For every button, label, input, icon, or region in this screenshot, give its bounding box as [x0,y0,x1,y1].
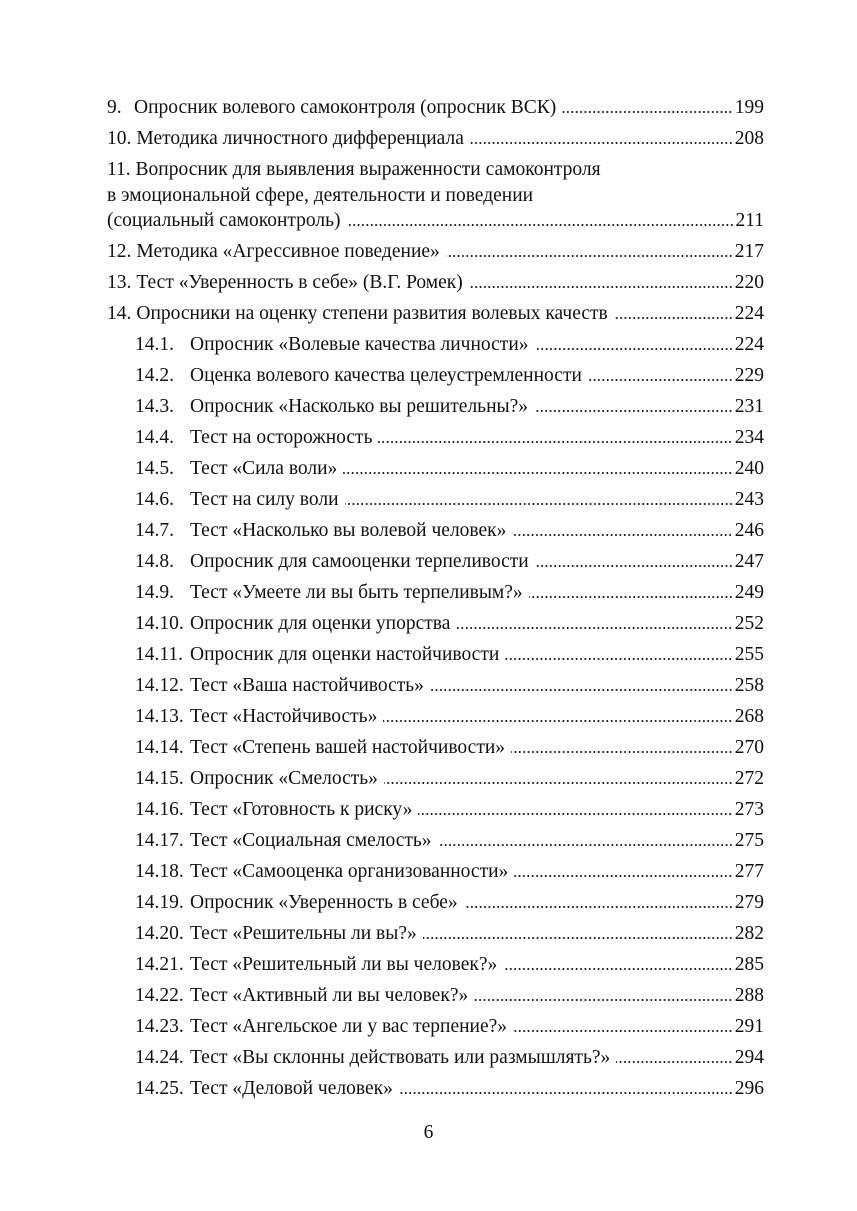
entry-page: 279 [734,891,764,913]
toc-entry[interactable] [107,577,764,608]
entry-page: 247 [734,550,764,572]
entry-number: 14.13. [135,705,184,727]
toc-entry[interactable] [107,1011,764,1042]
entry-title: Тест «Решительный ли вы человек?» [190,953,498,975]
entry-number: 14.21. [135,953,184,975]
entry-title: Тест «Умеете ли вы быть терпеливым?» [190,581,523,603]
dot-leader [503,968,733,970]
entry-number: 14.1. [135,333,174,355]
toc-entry-11[interactable] [107,154,764,236]
dot-leader [430,689,733,691]
entry-title: Тест «Уверенность в себе» (В.Г. Ромек) [136,271,463,293]
entry-title: Опросник «Уверенность в себе» [190,891,458,913]
entry-title: Опросник для самооценки терпеливости [190,550,529,572]
entry-number: 14.23. [135,1015,184,1037]
entry-number: 14.15. [135,767,184,789]
dot-leader [345,503,733,505]
toc-entry[interactable] [107,267,764,298]
toc-entry[interactable] [107,515,764,546]
entry-number: 14.10. [135,612,184,634]
entry-page: 208 [734,128,764,149]
entry-title-line: Вопросник для выявления выраженности самоконтроля [135,159,601,180]
dot-leader [399,1092,733,1094]
entry-number: 14.20. [135,922,184,944]
entry-page: 234 [734,426,764,448]
entry-page: 220 [734,271,764,293]
entry-number: 14.6. [135,488,174,510]
toc-entry[interactable] [107,236,764,267]
entry-number: 10. [107,128,132,149]
toc-entry[interactable] [107,825,764,856]
entry-number: 14.17. [135,829,184,851]
entry-title: Тест «Настойчивость» [190,705,378,727]
page-number: 6 [423,1122,434,1143]
toc-entry[interactable] [107,887,764,918]
entry-title: Опросники на оценку степени развития волевых качеств [136,302,608,324]
entry-page: 240 [734,457,764,479]
entry-number: 9. [107,97,122,118]
entry-number: 14.19. [135,891,184,913]
toc-entry[interactable] [107,980,764,1011]
dot-leader [464,906,733,908]
entry-page: 229 [734,364,764,386]
toc-entry[interactable] [107,123,764,154]
entry-number: 14.24. [135,1046,184,1068]
dot-leader [562,111,733,113]
entry-page: 249 [734,581,764,603]
entry-title: Тест «Готовность к риску» [190,798,413,820]
entry-title: Тест «Решительны ли вы?» [190,922,417,944]
dot-leader [514,875,732,877]
entry-page: 277 [734,860,764,882]
entry-title: Тест «Насколько вы волевой человек» [190,519,507,541]
dot-leader [347,224,734,226]
dot-leader [588,379,733,381]
dot-leader [446,255,733,257]
dot-leader [535,348,733,350]
dot-leader [469,286,733,288]
dot-leader [529,596,733,598]
entry-page: 243 [734,488,764,510]
entry-title: Оценка волевого качества целеустремленности [190,364,582,386]
entry-number: 14.9. [135,581,174,603]
entry-page: 199 [734,97,764,118]
entry-number: 14.22. [135,984,184,1006]
dot-leader [470,142,733,144]
entry-page: 224 [734,302,764,324]
toc-entry[interactable] [107,701,764,732]
entry-page: 273 [734,798,764,820]
entry-number: 14.18. [135,860,184,882]
entry-page: 288 [734,984,764,1006]
entry-page: 270 [734,736,764,758]
entry-number: 14. [107,302,132,324]
entry-number: 14.16. [135,798,184,820]
entry-page: 291 [734,1015,764,1037]
entry-number: 13. [107,271,132,293]
toc-entry[interactable] [107,298,764,329]
entry-number: 12. [107,240,132,262]
entry-number: 14.11. [135,643,184,665]
dot-leader [614,317,733,319]
entry-title: Тест «Деловой человек» [190,1077,393,1099]
entry-title: Опросник «Смелость» [190,767,378,789]
entry-title: Опросник волевого самоконтроля (опросник ВСК) [134,97,557,118]
entry-title-line: в эмоциональной сфере, деятельности и поведении [107,184,534,206]
entry-title: Тест «Активный ли вы человек?» [190,984,469,1006]
entry-title: Тест на осторожность [190,426,373,448]
entry-page: 282 [734,922,764,944]
dot-leader [512,534,732,536]
entry-number: 14.5. [135,457,174,479]
entry-title-line: (социальный самоконтроль) [107,210,341,231]
entry-page: 258 [734,674,764,696]
dot-leader [474,999,733,1001]
entry-title: Тест «Сила воли» [190,457,338,479]
dot-leader [505,658,732,660]
entry-number: 14.8. [135,550,174,572]
dot-leader [534,410,733,412]
entry-title: Опросник «Волевые качества личности» [190,333,529,355]
entry-page: 217 [734,240,764,262]
entry-title: Опросник «Насколько вы решительны?» [190,395,529,417]
entry-number: 14.3. [135,395,174,417]
entry-number: 14.4. [135,426,174,448]
toc-entry[interactable] [107,794,764,825]
dot-leader [511,751,733,753]
dot-leader [438,844,733,846]
toc-entry[interactable] [107,422,764,453]
toc-entry[interactable] [107,639,764,670]
entry-page: 224 [734,333,764,355]
dot-leader [378,441,732,443]
dot-leader [456,627,732,629]
dot-leader [535,565,733,567]
entry-number: 14.7. [135,519,174,541]
toc-entry[interactable] [107,391,764,422]
entry-title: Тест «Самооценка организованности» [190,860,509,882]
entry-page: 211 [735,210,764,231]
toc-entry[interactable] [107,608,764,639]
entry-title: Тест «Ангельское ли у вас терпение?» [190,1015,508,1037]
entry-title: Опросник для оценки упорства [190,612,451,634]
toc-entry[interactable] [107,856,764,887]
dot-leader [343,472,732,474]
toc-entry[interactable] [107,453,764,484]
toc-entry[interactable] [107,484,764,515]
entry-page: 285 [734,953,764,975]
dot-leader [616,1061,733,1063]
toc-entry[interactable] [107,360,764,391]
entry-page: 246 [734,519,764,541]
dot-leader [423,937,733,939]
entry-number: 14.14. [135,736,184,758]
entry-page: 255 [734,643,764,665]
toc-entry[interactable] [107,763,764,794]
toc-entry[interactable] [107,732,764,763]
entry-title: Тест «Социальная смелость» [190,829,432,851]
entry-page: 294 [734,1046,764,1068]
toc-entry[interactable] [107,918,764,949]
entry-number: 14.12. [135,674,184,696]
entry-title: Тест «Вы склонны действовать или размышлять?» [190,1046,611,1068]
entry-title: Тест «Степень вашей настойчивости» [190,736,506,758]
toc-entry[interactable] [107,546,764,577]
dot-leader [418,813,732,815]
entry-number: 11. [107,159,131,180]
toc-entry[interactable] [107,670,764,701]
entry-page: 231 [734,395,764,417]
dot-leader [384,782,733,784]
entry-page: 252 [734,612,764,634]
entry-title: Методика «Агрессивное поведение» [136,240,440,262]
entry-page: 296 [734,1077,764,1099]
entry-title: Методика личностного дифференциала [136,128,464,149]
toc-entry[interactable] [107,1073,764,1104]
table-of-contents [107,92,764,1104]
entry-number: 14.2. [135,364,174,386]
dot-leader [513,1030,733,1032]
toc-entry[interactable] [107,949,764,980]
entry-page: 268 [734,705,764,727]
entry-title: Тест на силу воли [190,488,339,510]
dot-leader [383,720,732,722]
entry-page: 272 [734,767,764,789]
toc-entry[interactable] [107,329,764,360]
toc-entry[interactable] [107,92,764,123]
toc-entry[interactable] [107,1042,764,1073]
entry-title: Опросник для оценки настойчивости [190,643,500,665]
entry-title: Тест «Ваша настойчивость» [190,674,424,696]
entry-number: 14.25. [135,1077,184,1099]
entry-page: 275 [734,829,764,851]
